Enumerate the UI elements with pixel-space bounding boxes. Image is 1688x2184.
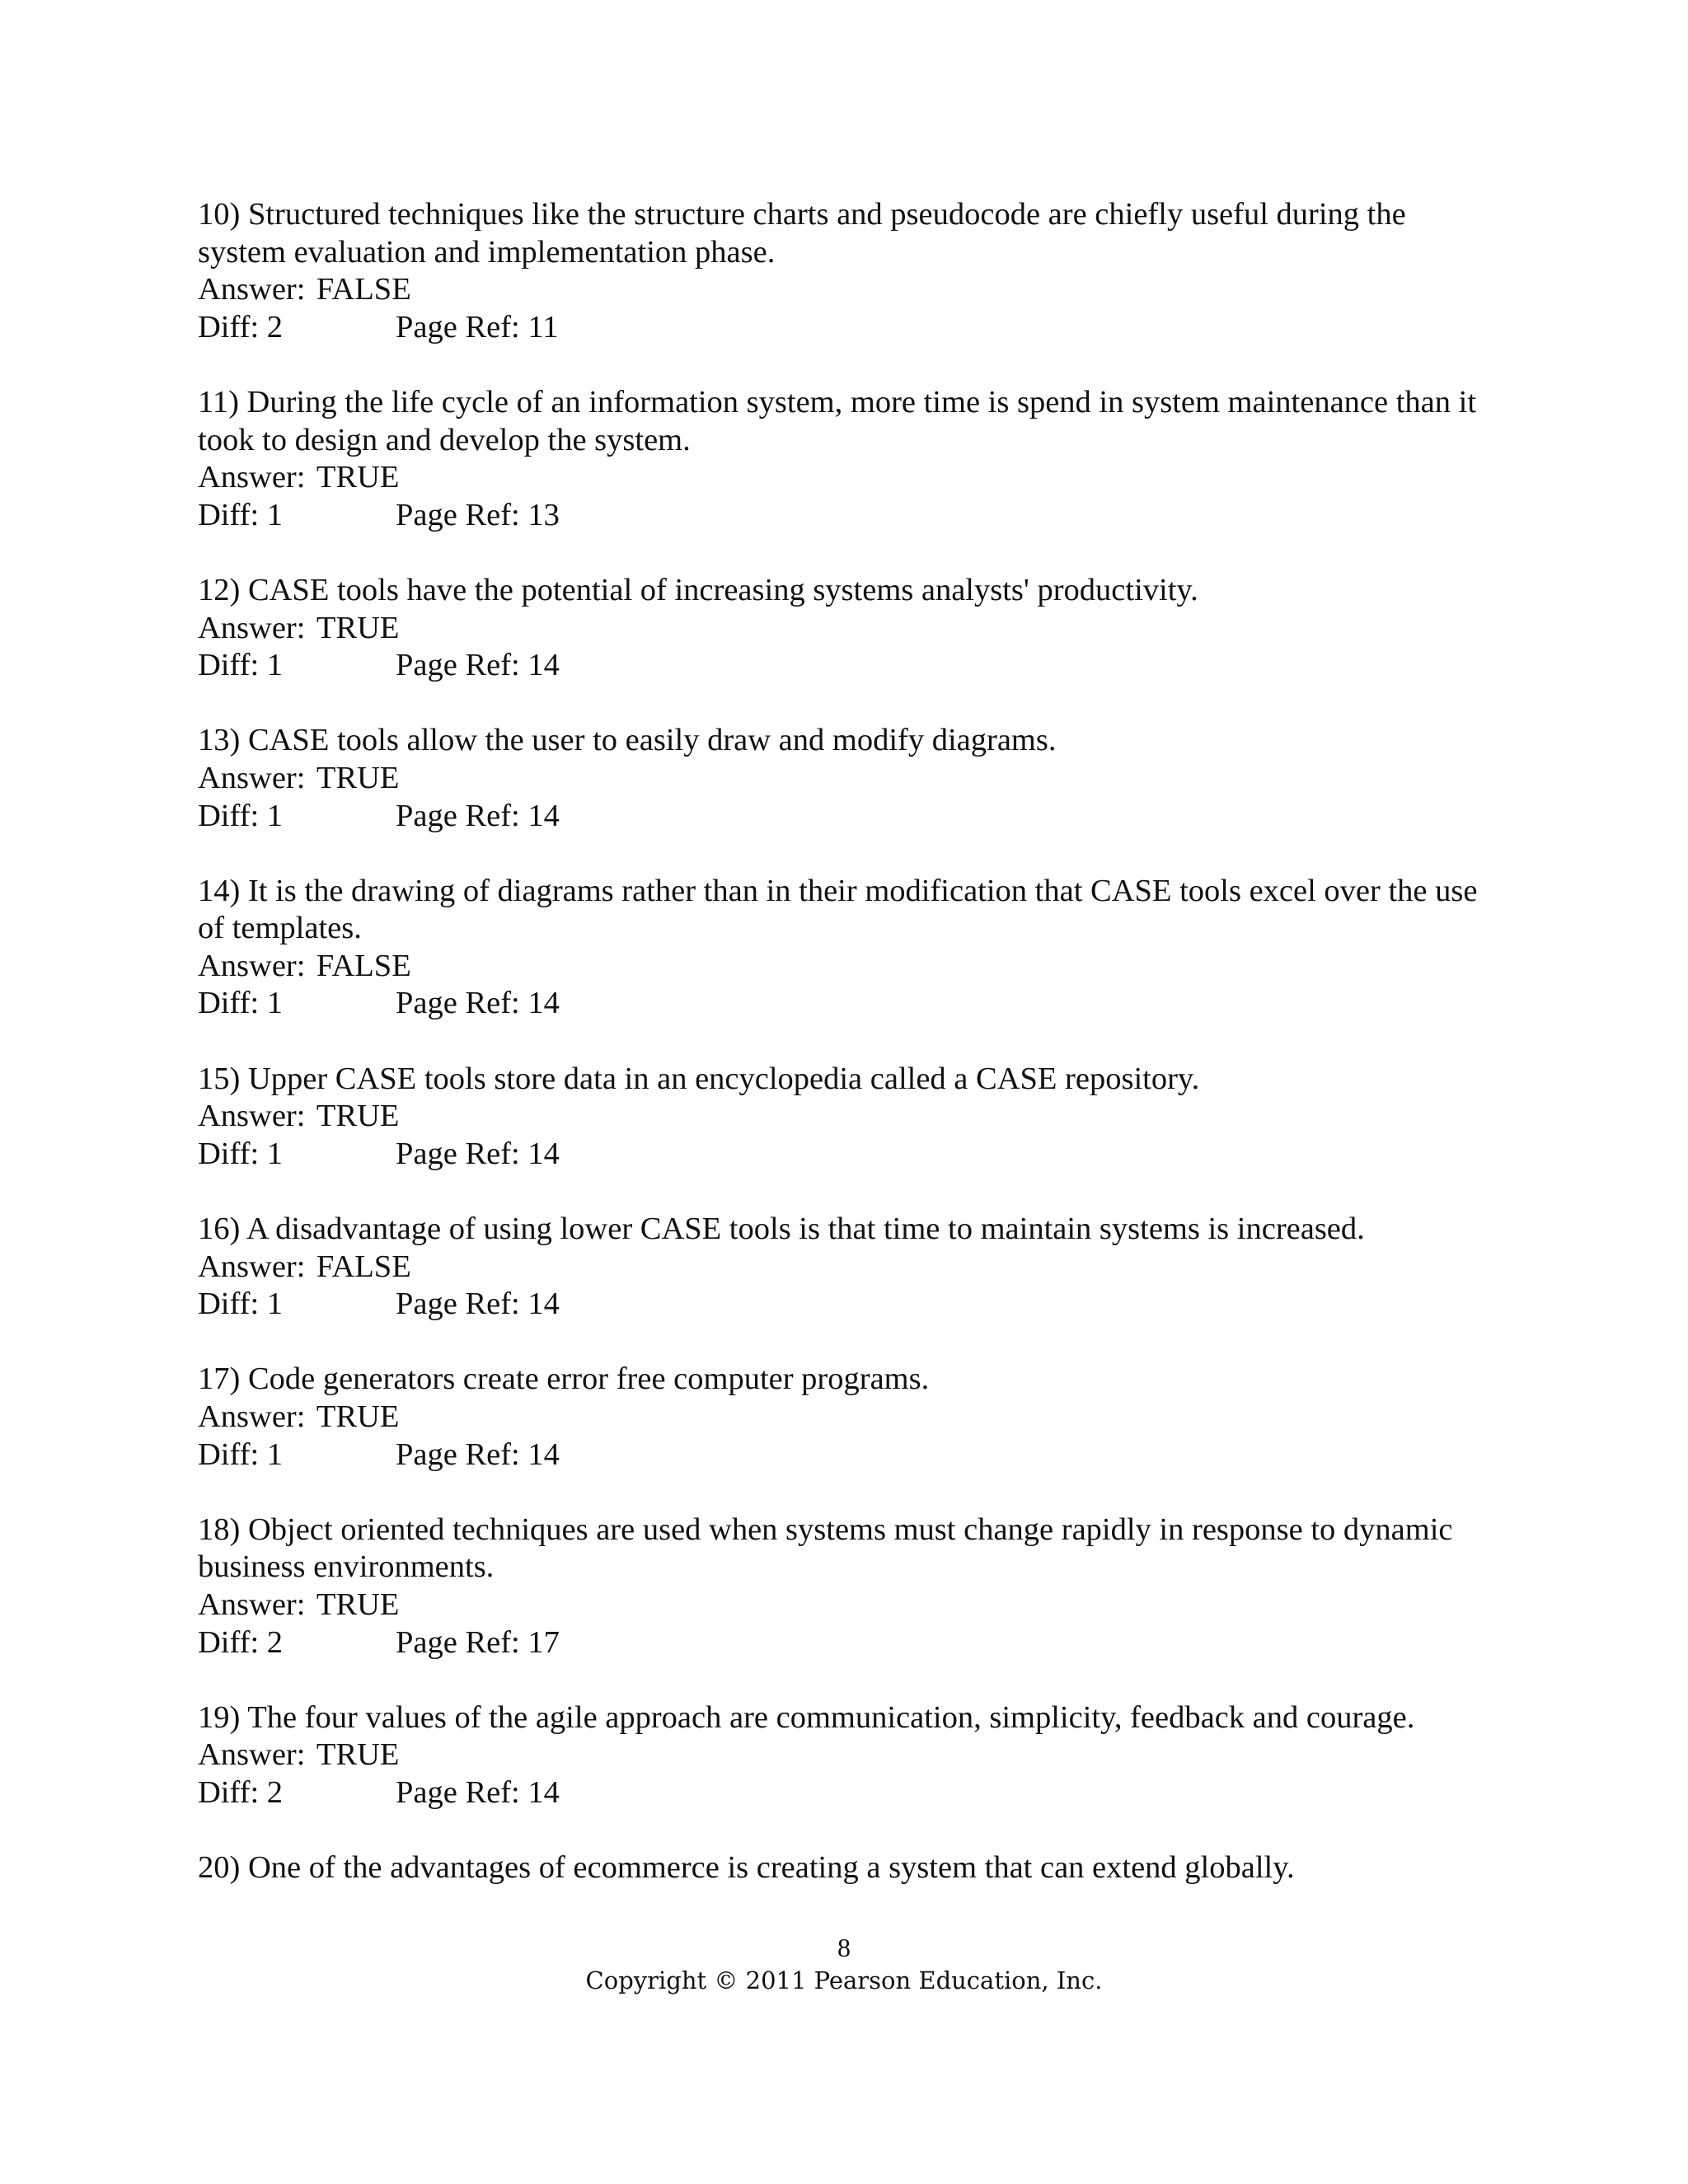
answer-label: Answer: xyxy=(198,948,306,983)
diff-line xyxy=(198,1774,1500,1812)
diff-line xyxy=(198,497,1500,535)
difficulty: Diff: 1 xyxy=(198,798,284,833)
answer-line xyxy=(198,459,1500,497)
question-13 xyxy=(198,722,1500,835)
answer-value: TRUE xyxy=(316,460,400,495)
question-11 xyxy=(198,384,1500,534)
question-17 xyxy=(198,1361,1500,1474)
diff-line xyxy=(198,1624,1500,1662)
answer-label: Answer: xyxy=(198,1099,306,1134)
answer-label: Answer: xyxy=(198,1399,306,1434)
difficulty: Diff: 2 xyxy=(198,309,284,344)
difficulty: Diff: 2 xyxy=(198,1624,284,1660)
page-ref: Page Ref: 14 xyxy=(396,648,560,683)
answer-label: Answer: xyxy=(198,1249,306,1284)
page-ref: Page Ref: 14 xyxy=(396,1136,560,1171)
page-ref: Page Ref: 17 xyxy=(396,1624,560,1660)
question-text: 12) CASE tools have the potential of increasing systems analysts' productivity. xyxy=(198,572,1198,607)
page-ref: Page Ref: 14 xyxy=(396,1286,560,1322)
answer-label: Answer: xyxy=(198,1586,306,1622)
page-ref: Page Ref: 14 xyxy=(396,1774,560,1810)
answer-value: TRUE xyxy=(316,1099,400,1134)
answer-value: TRUE xyxy=(316,610,400,645)
difficulty: Diff: 1 xyxy=(198,986,284,1021)
question-12 xyxy=(198,572,1500,685)
page-ref: Page Ref: 14 xyxy=(396,986,560,1021)
answer-value: TRUE xyxy=(316,1586,400,1622)
answer-value: FALSE xyxy=(316,948,411,983)
question-20 xyxy=(198,1849,1500,1887)
question-text: 15) Upper CASE tools store data in an encyclopedia called a CASE repository. xyxy=(198,1061,1200,1096)
answer-label: Answer: xyxy=(198,460,306,495)
question-16 xyxy=(198,1211,1500,1324)
answer-line xyxy=(198,1399,1500,1436)
question-text: 17) Code generators create error free computer programs. xyxy=(198,1361,930,1397)
difficulty: Diff: 1 xyxy=(198,1436,284,1472)
difficulty: Diff: 1 xyxy=(198,497,284,532)
diff-line xyxy=(198,309,1500,347)
difficulty: Diff: 2 xyxy=(198,1774,284,1810)
answer-line xyxy=(198,1098,1500,1136)
answer-value: TRUE xyxy=(316,760,400,795)
page-ref: Page Ref: 14 xyxy=(396,798,560,833)
question-text: 18) Object oriented techniques are used when systems must change rapidly in response to dynamic business environments. xyxy=(198,1511,1453,1585)
question-text: 11) During the life cycle of an information system, more time is spend in system maintenance than it took to design and develop the system. xyxy=(198,384,1477,457)
answer-value: TRUE xyxy=(316,1737,400,1773)
answer-line xyxy=(198,1586,1500,1624)
question-text: 10) Structured techniques like the structure charts and pseudocode are chiefly useful during the system evaluation and implementation phase. xyxy=(198,197,1406,269)
question-14 xyxy=(198,873,1500,1023)
copyright-notice: Copyright © 2011 Pearson Education, Inc. xyxy=(585,1966,1103,1994)
answer-value: FALSE xyxy=(316,1249,411,1284)
answer-label: Answer: xyxy=(198,272,306,307)
question-15 xyxy=(198,1061,1500,1174)
question-10 xyxy=(198,196,1500,346)
answer-line xyxy=(198,271,1500,309)
answer-line xyxy=(198,610,1500,648)
difficulty: Diff: 1 xyxy=(198,1136,284,1171)
page-footer xyxy=(0,1931,1688,1997)
answer-label: Answer: xyxy=(198,610,306,645)
answer-value: FALSE xyxy=(316,272,411,307)
answer-line xyxy=(198,760,1500,798)
diff-line xyxy=(198,647,1500,685)
diff-line xyxy=(198,798,1500,836)
answer-value: TRUE xyxy=(316,1399,400,1434)
answer-line xyxy=(198,1736,1500,1774)
question-18 xyxy=(198,1511,1500,1661)
diff-line xyxy=(198,1436,1500,1474)
answer-line xyxy=(198,1249,1500,1286)
answer-label: Answer: xyxy=(198,760,306,795)
page-ref: Page Ref: 13 xyxy=(396,497,560,532)
question-19 xyxy=(198,1699,1500,1812)
answer-line xyxy=(198,948,1500,986)
page-number: 8 xyxy=(837,1933,851,1962)
answer-label: Answer: xyxy=(198,1737,306,1773)
diff-line xyxy=(198,1286,1500,1324)
diff-line xyxy=(198,985,1500,1023)
diff-line xyxy=(198,1136,1500,1174)
question-text: 19) The four values of the agile approach are communication, simplicity, feedback and courage. xyxy=(198,1699,1415,1735)
question-text: 16) A disadvantage of using lower CASE tools is that time to maintain systems is increased. xyxy=(198,1212,1365,1247)
question-text: 13) CASE tools allow the user to easily draw and modify diagrams. xyxy=(198,723,1057,758)
difficulty: Diff: 1 xyxy=(198,1286,284,1322)
question-list xyxy=(198,196,1500,1924)
question-text: 20) One of the advantages of ecommerce is creating a system that can extend globally. xyxy=(198,1850,1295,1886)
page-ref: Page Ref: 11 xyxy=(396,309,559,344)
question-text: 14) It is the drawing of diagrams rather than in their modification that CASE tools excel over the use of templates. xyxy=(198,873,1478,946)
page-ref: Page Ref: 14 xyxy=(396,1436,560,1472)
difficulty: Diff: 1 xyxy=(198,648,284,683)
